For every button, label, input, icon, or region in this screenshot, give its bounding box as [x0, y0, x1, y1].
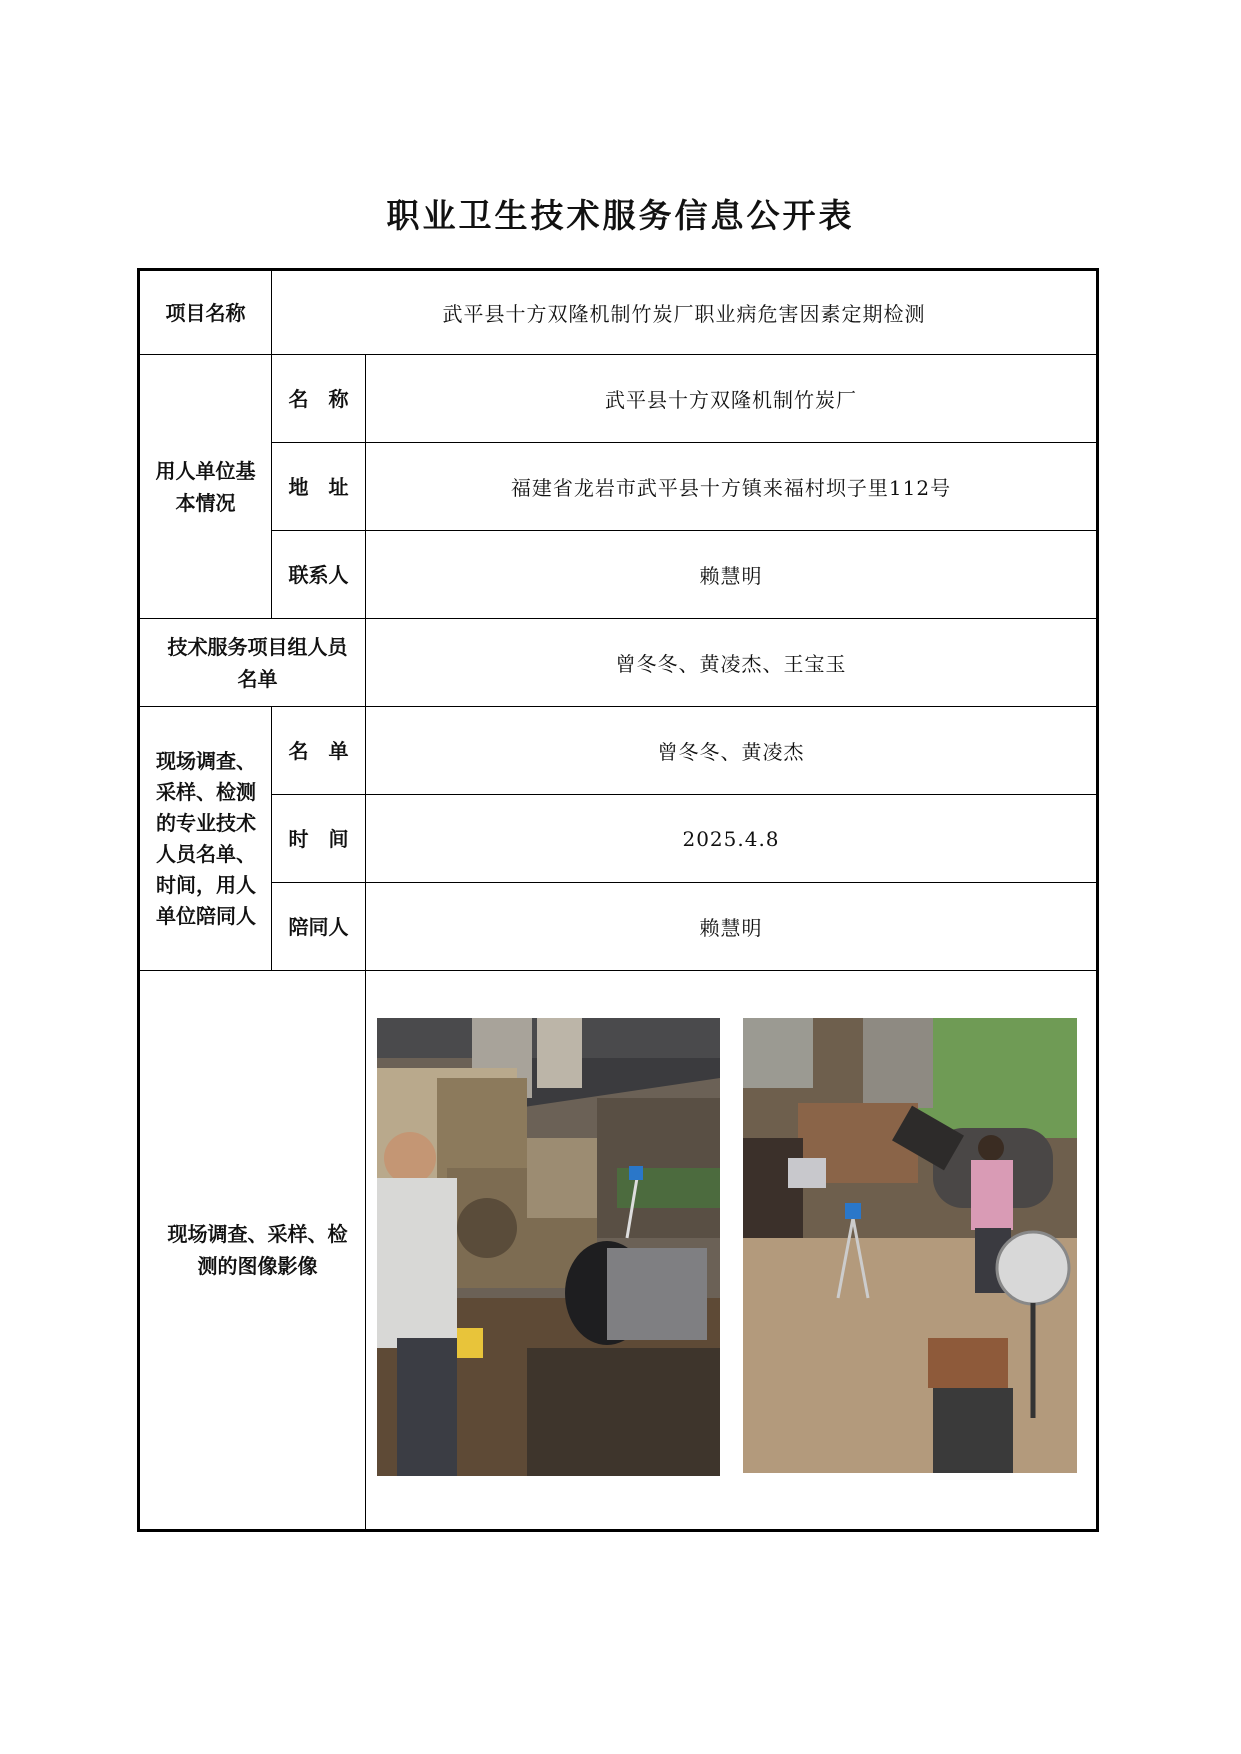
onsite-list-label: 名 单 [288, 738, 349, 763]
onsite-section-label: 现场调查、采样、检测的专业技术人员名单、时间，用人单位陪同人 [156, 748, 256, 928]
project-name-label: 项目名称 [165, 300, 246, 325]
page-title: 职业卫生技术服务信息公开表 [386, 196, 855, 235]
team-label: 技术服务项目组人员名单 [167, 634, 348, 691]
site-photo-sampling [743, 1018, 1077, 1473]
project-name-value: 武平县十方双隆机制竹炭厂职业病危害因素定期检测 [442, 302, 926, 326]
onsite-time-label: 时 间 [288, 826, 349, 851]
employer-contact-value: 赖慧明 [699, 564, 763, 588]
onsite-companion-label: 陪同人 [288, 914, 349, 939]
employer-contact-label: 联系人 [288, 562, 349, 587]
employer-address-value: 福建省龙岩市武平县十方镇来福村坝子里112号 [510, 476, 952, 500]
employer-name-label: 名 称 [288, 386, 349, 411]
onsite-list-value: 曾冬冬、黄凌杰 [657, 740, 805, 764]
team-value: 曾冬冬、黄凌杰、王宝玉 [615, 652, 847, 676]
site-photo-machinery [377, 1018, 720, 1476]
employer-name-value: 武平县十方双隆机制竹炭厂 [605, 388, 857, 412]
employer-section-label: 用人单位基本情况 [155, 458, 256, 515]
onsite-companion-value: 赖慧明 [699, 916, 763, 940]
onsite-time-value: 2025.4.8 [682, 826, 780, 851]
images-label: 现场调查、采样、检测的图像影像 [167, 1222, 348, 1278]
employer-address-label: 地 址 [288, 474, 349, 499]
